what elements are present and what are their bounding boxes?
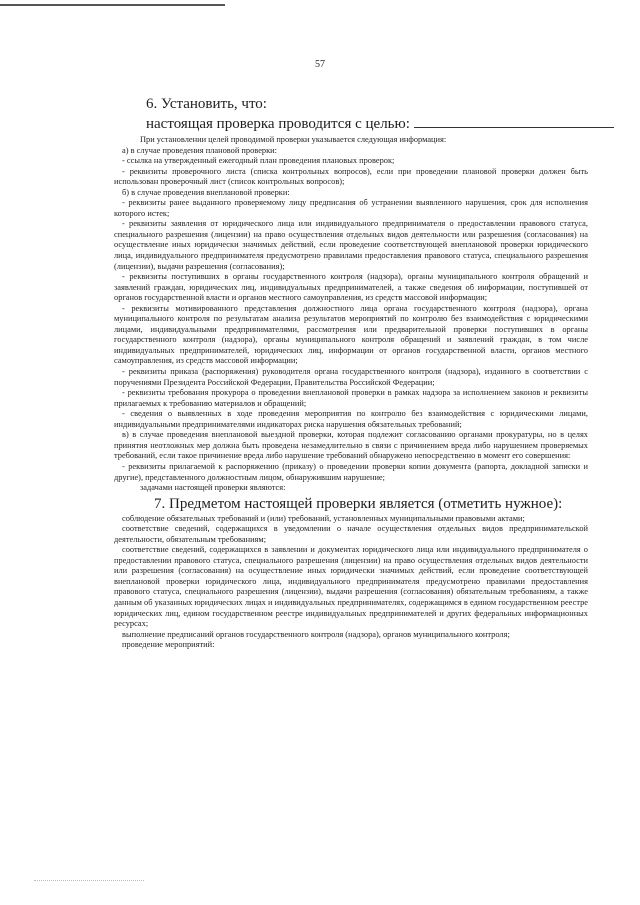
- section6-paragraph: - реквизиты приказа (распоряжения) руководителя органа государственного контроля (надзора), изданного в соответствии с поручениями Президента Российской Федерации, Правительства Российской Федерации;: [114, 367, 588, 387]
- section6-paragraph: а) в случае проведения плановой проверки:: [122, 145, 277, 155]
- section6-paragraph: - реквизиты прилагаемой к распоряжению (приказу) о проведении проверки копии документа (рапорта, докладной записки и другие), представленного должностным лицом, обнаружившим нарушение;: [114, 461, 588, 482]
- footer-scan-mark: [34, 880, 144, 881]
- purpose-line: [146, 115, 588, 133]
- section7-item: соблюдение обязательных требований и (или) требований, установленных муниципальными правовыми актами;: [122, 513, 525, 523]
- section6-paragraph: - реквизиты ранее выданного проверяемому лицу предписания об устранении выявленного нарушения, срок для исполнения которого истек;: [114, 198, 588, 218]
- section6-paragraph: При установлении целей проводимой проверки указывается следующая информация:: [140, 135, 447, 144]
- section7-item: соответствие сведений, содержащихся в уведомлении о начале осуществления отдельных видов предпринимательской деятельности, обязательным требованиям;: [114, 524, 588, 544]
- section7-item: выполнение предписаний органов государственного контроля (надзора), органов муниципального контроля;: [122, 629, 510, 639]
- section-6-heading: 6. Установить, что:: [146, 96, 267, 112]
- section6-paragraph: - сведения о выявленных в ходе проведения мероприятия по контролю без взаимодействия с юридическими лицами, индивидуальными предпринимателями индикаторах риска нарушения обязательных требований;: [114, 409, 588, 429]
- section6-paragraph: - реквизиты поступивших в органы государственного контроля (надзора), органы муниципального контроля обращений и заявлений граждан, юридических лиц, индивидуальных предпринимателей, а также сведения об информации, поступившей от органов государственной власти и органов местного самоуправления, из средств массовой информации;: [114, 272, 588, 303]
- page-number: 57: [315, 59, 325, 70]
- section-7-heading: 7. Предметом настоящей проверки является (отметить нужное):: [154, 495, 563, 512]
- section7-item: соответствие сведений, содержащихся в заявлении и документах юридического лица или индивидуального предпринимателя о предоставлении правового статуса, специального разрешения (лицензии) на право осуществления отдельных видов деятельности или разрешения (согласования) на осуществление иных юридически значимых действий, если проведение соответствующей внеплановой проверки юридического лица, индивидуального предпринимателя предусмотрено правилами предоставления правового статуса, специального разрешения (лицензии), выдачи разрешения (согласования) обязательным требованиям, а также данным об указанных юридических лицах и индивидуальных предпринимателях, содержащимся в едином государственном реестре юридических лиц, едином государственном реестре индивидуальных предпринимателей и других федеральных информационных ресурсах;: [114, 545, 588, 629]
- section6-paragraph: - реквизиты мотивированного представления должностного лица органа государственного контроля (надзора), органа муниципального контроля по результатам анализа результатов мероприятий по контролю без взаимодействия с юридическими лицами, индивидуальными предпринимателями, рассмотрения или предварительной проверки поступивших в органы государственного контроля (надзора), органы муниципального контроля обращений и заявлений граждан, в том числе индивидуальных предпринимателей, юридических лиц, информации от органов государственной власти, органов местного самоуправления, из средств массовой информации;: [114, 303, 588, 366]
- section6-paragraph: - ссылка на утвержденный ежегодный план проведения плановых проверок;: [122, 156, 395, 166]
- section6-paragraph: - реквизиты требования прокурора о проведении внеплановой проверки в рамках надзора за исполнением законов и реквизиты прилагаемых к требованию материалов и обращений;: [114, 388, 588, 408]
- purpose-label: настоящая проверка проводится с целью:: [146, 116, 410, 132]
- section6-paragraph: задачами настоящей проверки являются:: [140, 483, 286, 493]
- section6-paragraph: - реквизиты заявления от юридического лица или индивидуального предпринимателя о предоставлении правового статуса, специального разрешения (лицензии) на право осуществления отдельных видов деятельности или разрешения (согласования) на осуществление иных юридически значимых действий, если проведение соответствующей внеплановой проверки юридического лица, индивидуального предпринимателя предусмотрено правилами предоставления правового статуса, специального разрешения (лицензии), выдачи разрешения (согласования);: [114, 219, 588, 271]
- section6-paragraph: б) в случае проведения внеплановой проверки:: [122, 187, 290, 197]
- purpose-blank-field[interactable]: [414, 115, 614, 128]
- document-body: [114, 95, 588, 651]
- section7-item: проведение мероприятий:: [122, 640, 215, 650]
- top-edge-line: [0, 4, 225, 6]
- section6-paragraph: в) в случае проведения внеплановой выездной проверки, которая подлежит согласованию органами прокуратуры, но в целях принятия неотложных мер должна быть проведена незамедлительно в связи с причинением вреда либо нарушением проверяемых требований, если такое причинение вреда либо нарушение требований обнаружено непосредственно в момент его совершения:: [114, 430, 588, 461]
- section6-paragraph: - реквизиты проверочного листа (списка контрольных вопросов), если при проведении плановой проверки должен быть использован проверочный лист (список контрольных вопросов);: [114, 166, 588, 187]
